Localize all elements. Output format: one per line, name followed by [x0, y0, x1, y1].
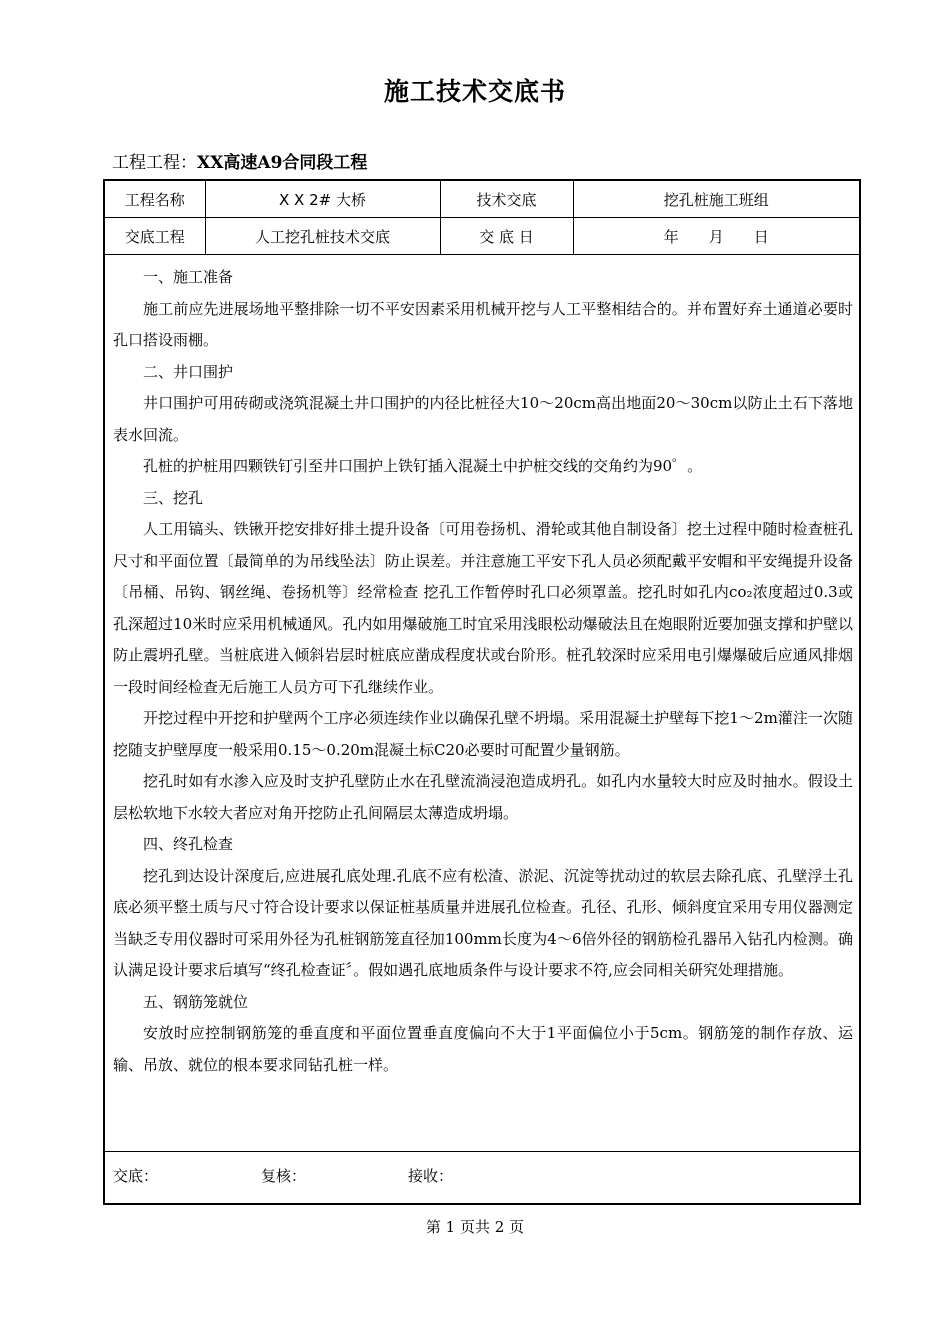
body-paragraph: 安放时应控制钢筋笼的垂直度和平面位置垂直度偏向不大于1平面偏位小于5cm。钢筋笼的制作存放、运输、吊放、就位的根本要求同钻孔桩一样。 [113, 1024, 853, 1074]
disclosure-date-label: 交 底 日 [440, 218, 573, 255]
page-number: 第 1 页共 2 页 [425, 1218, 525, 1236]
disclosure-item-label: 交底工程 [105, 218, 205, 255]
reviewer-label: 复核： [261, 1167, 307, 1185]
body-paragraph: 人工用镐头、铁锹开挖安排好排土提升设备〔可用卷扬机、滑轮或其他自制设备〕挖土过程中随时检查桩孔尺寸和平面位置〔最简单的为吊线坠法〕防止误差。并注意施工平安下孔人员必须配戴平安帽和平安绳提升设备〔吊桶、吊钩、钢丝绳、卷扬机等〕经常检查 挖孔工作暂停时孔口必须罩盖。挖孔时如孔内co₂浓度超过0.3或孔深超过10米时应采用机械通风。孔内如用爆破施工时宜采用浅眼松动爆破法且在炮眼附近要加强支撑和护壁以防止震坍孔壁。当桩底进入倾斜岩层时桩底应凿成程度状或台阶形。桩孔较深时应采用电引爆爆破后应通风排烟一段时间经检查无后施工人员方可下孔继续作业。 [113, 520, 853, 696]
project-line [112, 148, 367, 173]
project-value: XX高速A9合同段工程 [197, 153, 368, 173]
body-paragraph: 挖孔时如有水渗入应及时支护孔壁防止水在孔壁流淌浸泡造成坍孔。如孔内水量较大时应及时抽水。假设土层松软地下水较大者应对角开挖防止孔间隔层太薄造成坍塌。 [113, 772, 853, 822]
body-paragraph: 挖孔到达设计深度后,应进展孔底处理.孔底不应有松渣、淤泥、沉淀等扰动过的软层去除孔底、孔壁浮土孔底必须平整土质与尺寸符合设计要求以保证桩基质量并进展孔位检查。孔径、孔形、倾斜度宜采用专用仪器测定当缺乏专用仪器时可采用外径为孔桩钢筋笼直径加100mm长度为4～6倍外径的钢筋检孔器吊入钻孔内检测。确认满足设计要求后填写“终孔检查证〞。假如遇孔底地质条件与设计要求不符,应会同相关研究处理措施。 [113, 866, 853, 979]
signature-row [113, 1165, 453, 1186]
receiver-label: 接收： [408, 1167, 454, 1185]
project-name-label: 工程名称 [105, 181, 205, 218]
body-paragraph: 开挖过程中开挖和护壁两个工序必须连续作业以确保孔壁不坍塌。采用混凝土护壁每下挖1～2m灌注一次随挖随支护壁厚度一般采用0.15～0.20m混凝土标C20必要时可配置少量钢筋。 [113, 709, 853, 759]
section-heading: 三、挖孔 [143, 488, 204, 507]
disclosure-item-value: 人工挖孔桩技术交底 [205, 218, 440, 255]
project-name-value: X X 2# 大桥 [205, 181, 440, 218]
project-label: 工程工程： [112, 153, 197, 173]
header-table [105, 181, 859, 255]
body-paragraph: 井口围护可用砖砌或浇筑混凝土井口围护的内径比桩径大10～20cm高出地面20～30cm以防止土石下落地表水回流。 [113, 394, 853, 444]
section-heading: 五、钢筋笼就位 [143, 992, 249, 1011]
signer-label: 交底： [113, 1167, 159, 1185]
section-heading: 一、施工准备 [143, 268, 234, 286]
disclosure-table [103, 179, 861, 1205]
body-paragraph: 施工前应先进展场地平整排除一切不平安因素采用机械开挖与人工平整相结合的。并布置好弃土通道必要时孔口搭设雨棚。 [113, 299, 853, 349]
header-row [105, 218, 859, 255]
disclosure-body [105, 256, 859, 1152]
section-heading: 二、井口围护 [143, 362, 234, 381]
team-value: 挖孔桩施工班组 [573, 181, 859, 218]
disclosure-date-value: 年 月 日 [573, 218, 859, 255]
section-heading: 四、终孔检查 [143, 835, 234, 853]
header-row [105, 181, 859, 218]
tech-disclosure-label: 技术交底 [440, 181, 573, 218]
body-paragraph: 孔桩的护桩用四颗铁钉引至井口围护上铁钉插入混凝土中护桩交线的交角约为90゜。 [143, 457, 703, 475]
document-title: 施工技术交底书 [383, 77, 566, 106]
